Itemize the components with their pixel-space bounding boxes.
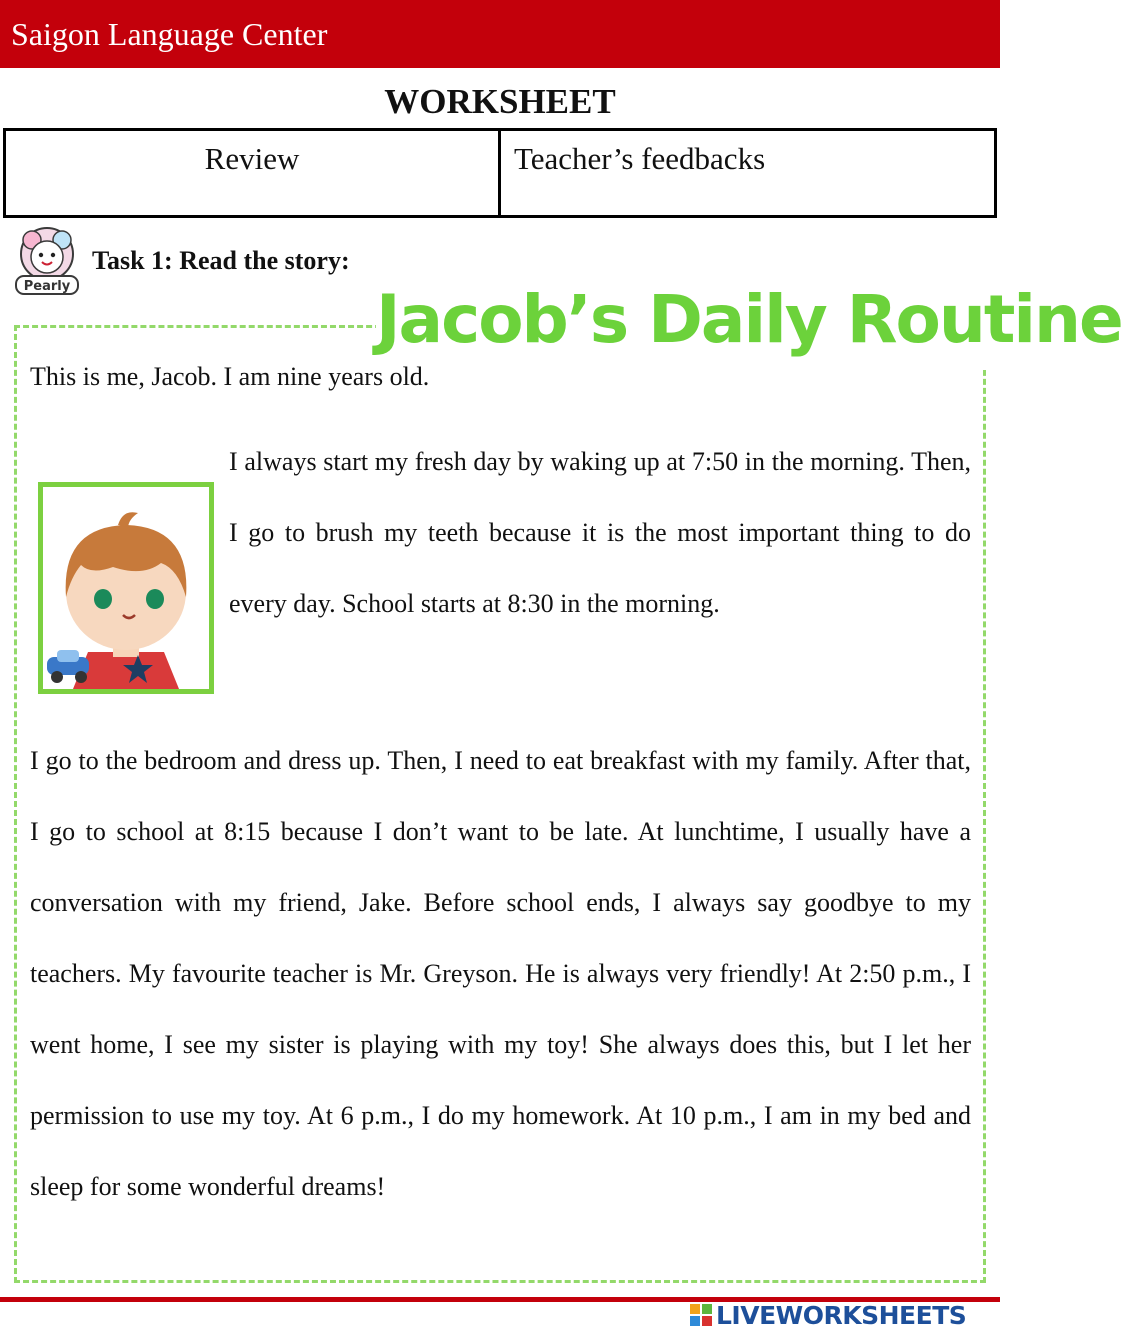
task-label: Task 1: Read the story: bbox=[92, 246, 350, 275]
story-paragraph-1: I always start my fresh day by waking up at 7:50 in the morning. Then, I go to brush my teeth because it is the most important thing to do every day. School starts at 8:30 in the morning. bbox=[229, 447, 971, 618]
review-cell: Review bbox=[6, 131, 501, 215]
pearly-mascot-icon bbox=[10, 224, 84, 298]
story-intro: This is me, Jacob. I am nine years old. bbox=[30, 362, 430, 391]
worksheet-title: WORKSHEET bbox=[384, 82, 616, 121]
header-bar bbox=[0, 0, 1000, 68]
story-title: Jacob’s Daily Routine bbox=[376, 270, 988, 370]
story-paragraph-2: I go to the bedroom and dress up. Then, I need to eat breakfast with my family. After that, I go to school at 8:15 because I don’t want to be late. At lunchtime, I usually have a conversation with my friend, Jake. Before school ends, I always say goodbye to my teachers. My favourite teacher is Mr. Greyson. He is always very friendly! At 2:50 p.m., I went home, I see my sister is playing with my toy! She always does this, but I let her permission to use my toy. At 6 p.m., I do my homework. At 10 p.m., I am in my bed and sleep for some wonderful dreams! bbox=[30, 746, 971, 1201]
feedback-table bbox=[3, 128, 997, 218]
brand-name: LIVEWORKSHEETS bbox=[716, 1300, 967, 1330]
boy-with-toy-car-icon bbox=[38, 482, 214, 694]
org-name: Saigon Language Center bbox=[11, 16, 328, 52]
teacher-feedback-cell: Teacher’s feedbacks bbox=[514, 141, 766, 176]
mascot-logo-text: Pearly bbox=[23, 279, 71, 294]
liveworksheets-logo-icon bbox=[690, 1304, 712, 1326]
footer-brand[interactable] bbox=[690, 1300, 990, 1330]
